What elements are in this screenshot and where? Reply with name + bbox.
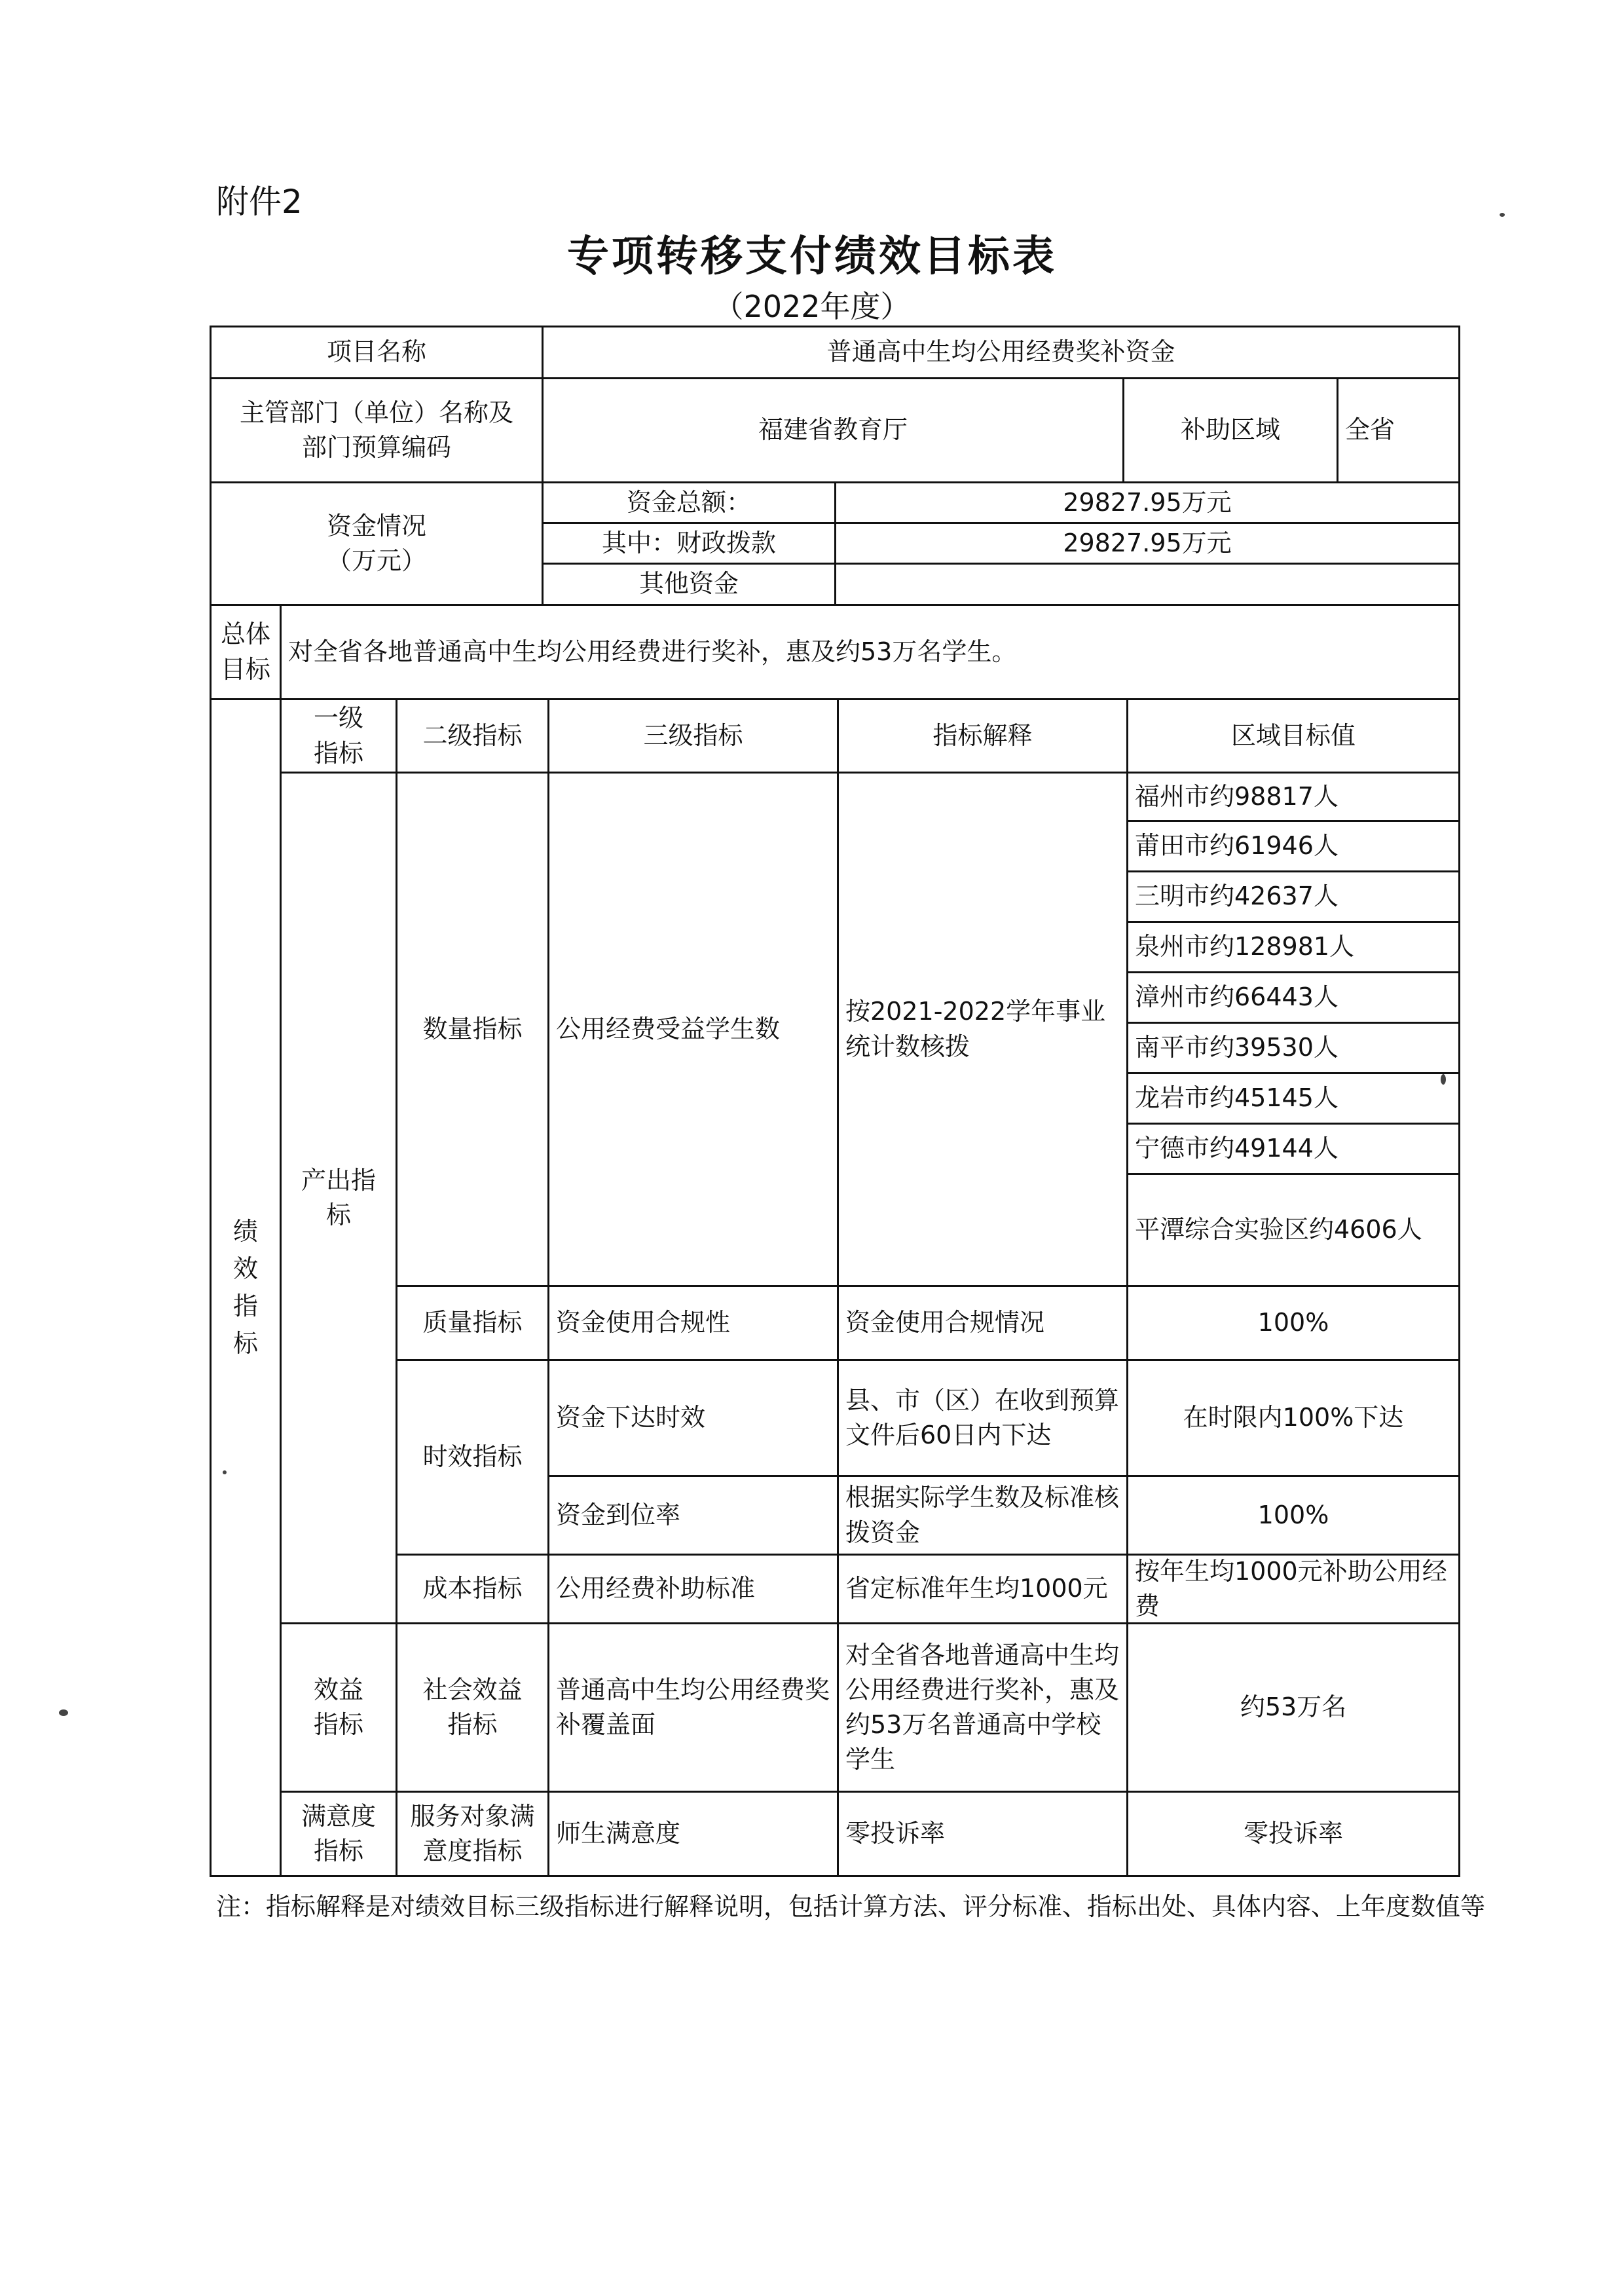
dept-label-line2: 部门预算编码: [301, 433, 451, 462]
cost-explain: 省定标准年生均1000元: [837, 1554, 1128, 1624]
funds-label-line2: （万元）: [326, 546, 426, 575]
region-target-cell: 三明市约42637人: [1126, 870, 1460, 923]
region-target-cell: 漳州市约66443人: [1126, 971, 1460, 1024]
goal-label-line1: 总体: [220, 620, 270, 649]
timeliness-indicator-label: 时效指标: [396, 1359, 549, 1556]
goal-label: [210, 604, 282, 700]
benefit-target: 约53万名: [1126, 1622, 1460, 1793]
satisfaction-explain: 零投诉率: [837, 1791, 1128, 1877]
benefit-explain: 对全省各地普通高中生均公用经费进行奖补，惠及约53万名普通高中学校学生: [837, 1622, 1128, 1793]
output-indicator-label-text: 产出指标: [301, 1165, 376, 1229]
benefit-indicator-label: [280, 1622, 397, 1793]
quality-explain: 资金使用合规情况: [837, 1285, 1128, 1361]
footnote: 注：指标解释是对绩效目标三级指标进行解释说明，包括计算方法、评分标准、指标出处、具体内容、上年度数值等: [216, 1892, 1486, 1921]
timeliness-row2-level3: 资金到位率: [547, 1475, 839, 1556]
satisfaction-indicator-label: [280, 1791, 397, 1877]
region-target-cell: 平潭综合实验区约4606人: [1126, 1173, 1460, 1287]
project-name-value: 普通高中生均公用经费奖补资金: [542, 326, 1460, 379]
funds-fiscal-value: 29827.95万元: [834, 522, 1460, 565]
header-target: 区域目标值: [1126, 698, 1460, 774]
region-target-cell: 莆田市约61946人: [1126, 820, 1460, 872]
page-title: 专项转移支付绩效目标表: [567, 233, 1057, 281]
header-level3: 三级指标: [547, 698, 839, 774]
quantity-indicator-label: 数量指标: [396, 772, 549, 1287]
goal-label-line2: 目标: [220, 654, 270, 684]
header-level1: [280, 698, 397, 774]
satisfaction-level3: 师生满意度: [547, 1791, 839, 1877]
quality-target: 100%: [1126, 1285, 1460, 1361]
dept-label-line1: 主管部门（单位）名称及: [239, 398, 513, 427]
region-value: 全省: [1337, 377, 1460, 483]
funds-fiscal-label: 其中：财政拨款: [542, 522, 836, 565]
project-name-label: 项目名称: [210, 326, 544, 379]
timeliness-row1-explain: 县、市（区）在收到预算文件后60日内下达: [837, 1359, 1128, 1477]
benefit-level3: 普通高中生均公用经费奖补覆盖面: [547, 1622, 839, 1793]
scan-speck: [1500, 213, 1505, 217]
benefit-indicator-label-text: 效益指标: [313, 1675, 363, 1739]
region-target-cell: 福州市约98817人: [1126, 772, 1460, 822]
satisfaction-indicator-label-text: 满意度指标: [301, 1801, 376, 1865]
timeliness-row2-explain: 根据实际学生数及标准核拨资金: [837, 1475, 1128, 1556]
output-indicator-label: [280, 772, 397, 1624]
header-level1-text: 一级指标: [313, 703, 363, 768]
timeliness-row1-level3: 资金下达时效: [547, 1359, 839, 1477]
cost-indicator-label: 成本指标: [396, 1554, 549, 1624]
funds-total-value: 29827.95万元: [834, 481, 1460, 524]
quality-level3: 资金使用合规性: [547, 1285, 839, 1361]
satisfaction-level2: [396, 1791, 549, 1877]
funds-other-label: 其他资金: [542, 563, 836, 606]
region-label: 补助区域: [1122, 377, 1338, 483]
cost-level3: 公用经费补助标准: [547, 1554, 839, 1624]
funds-other-value: [834, 563, 1460, 606]
scan-speck: [223, 1470, 227, 1474]
header-explain: 指标解释: [837, 698, 1128, 774]
dept-label: [210, 377, 544, 483]
funds-label-line1: 资金情况: [326, 511, 426, 540]
goal-text: 对全省各地普通高中生均公用经费进行奖补，惠及约53万名学生。: [280, 604, 1460, 700]
benefit-level2-text: 社会效益指标: [422, 1675, 523, 1739]
scan-speck: [1441, 1074, 1446, 1085]
benefit-level2: [396, 1622, 549, 1793]
quantity-explain: 按2021-2022学年事业统计数核拨: [837, 772, 1128, 1287]
region-target-cell: 泉州市约128981人: [1126, 921, 1460, 973]
region-target-cell: 南平市约39530人: [1126, 1022, 1460, 1074]
quantity-level3: 公用经费受益学生数: [547, 772, 839, 1287]
quality-indicator-label: 质量指标: [396, 1285, 549, 1361]
timeliness-row2-target: 100%: [1126, 1475, 1460, 1556]
scan-speck: [59, 1709, 68, 1716]
dept-value: 福建省教育厅: [542, 377, 1124, 483]
satisfaction-level2-text: 服务对象满意度指标: [410, 1801, 535, 1865]
funds-label: [210, 481, 544, 606]
attachment-label: 附件2: [216, 183, 303, 221]
indicators-side-label: [210, 698, 282, 1877]
funds-total-label: 资金总额：: [542, 481, 836, 524]
region-target-cell: 宁德市约49144人: [1126, 1123, 1460, 1175]
region-target-cell: 龙岩市约45145人: [1126, 1072, 1460, 1125]
indicators-side-label-text: 绩效指标: [232, 1217, 258, 1358]
satisfaction-target: 零投诉率: [1126, 1791, 1460, 1877]
header-level2: 二级指标: [396, 698, 549, 774]
cost-target: 按年生均1000元补助公用经费: [1126, 1554, 1460, 1624]
year-subtitle: （2022年度）: [713, 289, 911, 324]
timeliness-row1-target: 在时限内100%下达: [1126, 1359, 1460, 1477]
